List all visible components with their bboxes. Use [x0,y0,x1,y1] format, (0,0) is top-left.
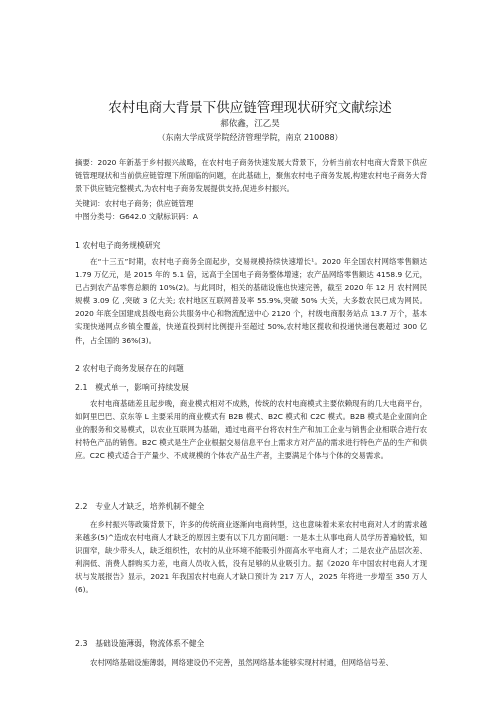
classification: 中图分类号：G642.0 文献标识码：A [75,212,198,221]
keywords: 关键词：农村电子商务；供应链管理 [75,199,194,208]
section-heading-2-1: 2.1 模式单一，影响可持续发展 [75,383,189,392]
section-text-2-3: 农村网络基础设施薄弱，网络建设仍不完善，虽然网络基本能够实现村村通，但网络信号差、 [90,658,394,667]
section-heading-2-3: 2.3 基础设施薄弱，物流体系不健全 [75,639,205,648]
paper-authors: 郝依鑫，江乙昊 [220,119,280,129]
section-heading-2: 2 农村电子商务发展存在的问题 [75,364,184,373]
section-heading-1: 1 农村电子商务规模研究 [75,241,161,250]
section-text-2-2: 在乡村振兴等政策背景下，许多的传统商业逐渐向电商转型，这也意味着未来农村电商对人才的需求越来越多(5)^造成农村电商人才缺乏的原因主要有以下几方面问题：一是本土从事电商人员学历普遍较低，知识面窄，缺少带头人，缺乏组织性，农村的从业环境不能吸引外面高水平电商人才；二是农业产品层次差、利润低、消费人群购买力差，电商人员收入低，没有足够的从业吸引力。据《2020 年中国农村电商人才现状与发展报告》显示，2021 年我国农村电商人才缺口预计为 217 万人，2025 年将进一步增至 350 万人(6)。 [75,520,427,595]
section-text-1: 在“十三五”时期，农村电子商务全面起步，交易规模持续快速增长¹。2020 年全国农村网络零售额达 1.79 万亿元，是 2015 年的 5.1 倍，远高于全国电子商务整体增速；农产品网络零售额达 4158.9 亿元，已占到农产品零售总额的 10%(2)。与此同时，相关的基础设施也快速完善，截至 2020 年 12 月 农村网民规模 3.09 亿 ,突破 3 亿大关; 农村地区互联网普及率 55.9%,突破 50% 大关，大多数农民已成为网民。2020 年底全国建成县级电商公共服务中心和物流配送中心 2120 个，村级电商服务站点 13.7 万个，基本实现快递网点乡镇全覆盖，快递直投到村比例提升至超过 50%,农村地区揽收和投递快递包裹超过 300 亿件，占全国的 36%(3)。 [75,257,427,345]
section-text-2-1: 农村电商基础差且起步晚，商业模式相对不成熟，传统的农村电商模式主要依赖现有的几大电商平台，如阿里巴巴、京东等 L 主要采用的商业模式有 B2B 模式、B2C 模式和 C2C 模式。B2B 模式是企业面向企业的服务和交易模式，以农业互联网为基础，通过电商平台将农村生产和加工企业与销售企业相联合进行农村特色产品的销售。B2C 模式是生产企业根据交易信息平台上需求方对产品的需求进行特色产品的生产和供应。C2C 模式适合于产量少、不成规模的个体农产品生产者，主要满足个体与个体的交易需求。 [75,399,427,461]
abstract: 摘要：2020 年新基于乡村振兴战略，在农村电子商务快速发展大背景下，分析当前农村电商大背景下供应链管理现状和当前供应链管理下所面临的问题，在此基础上，聚焦农村电子商务发展,构建农村电子商务大背景下供应链完整模式,为农村电子商务发展提供支持,促进乡村振兴。 [75,158,427,193]
paper-title: 农村电商大背景下供应链管理现状研究文献综述 [108,100,392,116]
section-heading-2-2: 2.2 专业人才缺乏，培养机制不健全 [75,502,205,511]
paper-affiliation: （东南大学成贤学院经济管理学院，南京 210088） [157,133,343,142]
